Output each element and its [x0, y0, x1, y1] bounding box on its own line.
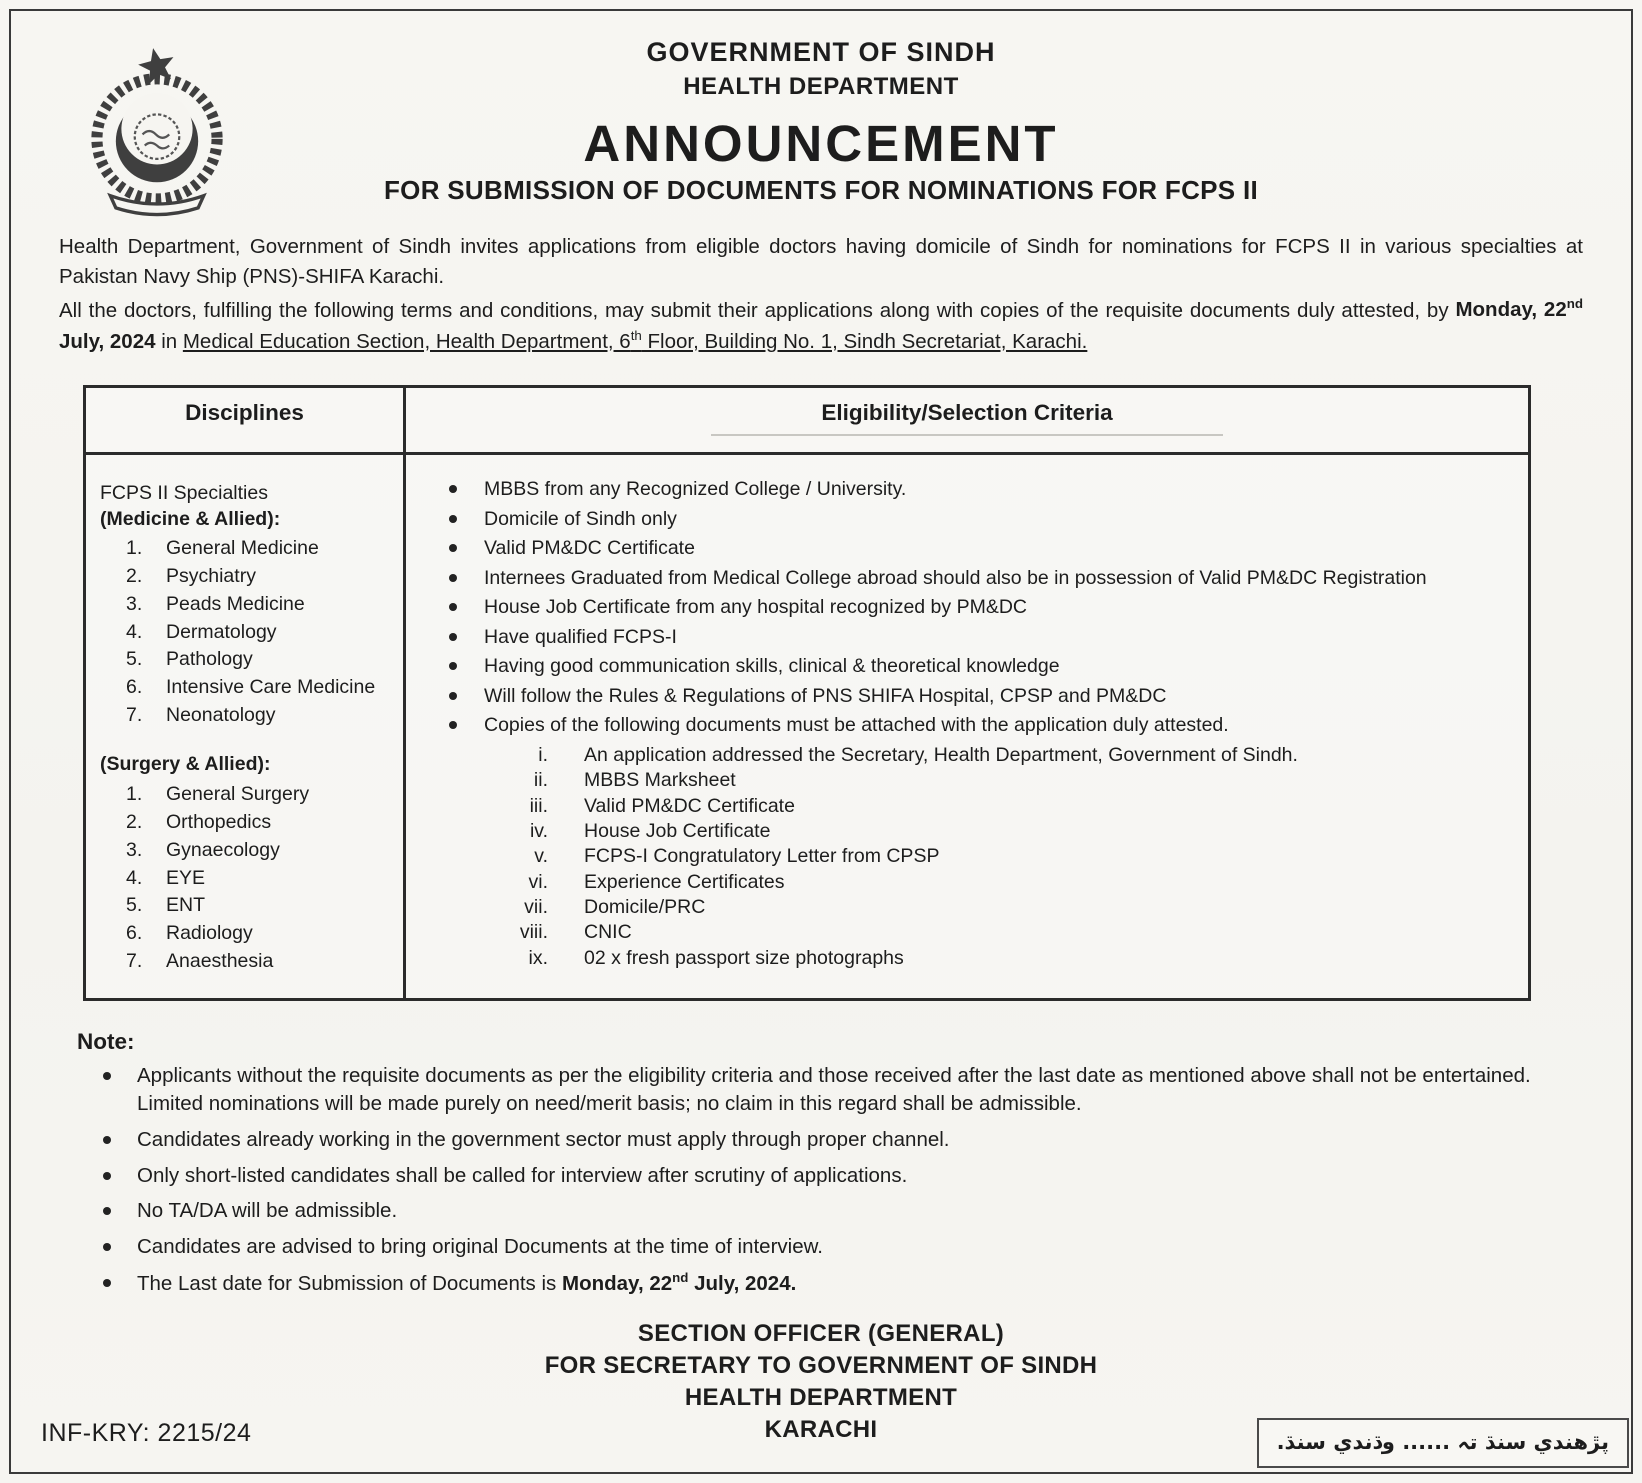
document-item: iii. Valid PM&DC Certificate [529, 794, 795, 817]
discipline-item: 6. Intensive Care Medicine [126, 676, 376, 699]
note-item: Applicants without the requisite documents as per the eligibility criteria and those received after the last date as mentioned above shall not be entertained. Limited nominations will be made purely on need/merit basis; no claim in this regard shall be admissible. [77, 1062, 1587, 1119]
discipline-item: 5. Pathology [126, 648, 253, 671]
note-label: Note: [77, 1028, 135, 1054]
intro-p2-text: All the doctors, fulfilling the following terms and conditions, may submit their applications along with copies of the requisite documents duly attested, by [59, 298, 1456, 322]
table-body-row [86, 455, 1528, 998]
signatory-department: HEALTH DEPARTMENT [684, 1384, 958, 1412]
bullet-icon [449, 603, 457, 611]
discipline-item: 2. Orthopedics [126, 811, 272, 834]
criteria-item: House Job Certificate from any hospital recognized by PM&DC [422, 595, 1502, 620]
discipline-item: 7. Anaesthesia [126, 949, 274, 972]
document-item: ix. 02 x fresh passport size photographs [528, 946, 904, 969]
document-item: viii. CNIC [519, 921, 632, 944]
medicine-allied-heading: (Medicine & Allied): [100, 507, 281, 530]
bullet-icon [103, 1072, 111, 1080]
page-content [11, 11, 1631, 1472]
bullet-icon [449, 633, 457, 641]
note-item: Candidates are advised to bring original Documents at the time of interview. [77, 1233, 1587, 1262]
disciplines-criteria-table [83, 385, 1531, 1001]
discipline-item: 6. Radiology [126, 922, 253, 945]
criteria-item: Having good communication skills, clinical & theoretical knowledge [422, 654, 1502, 679]
intro-paragraph-2 [59, 295, 1583, 357]
sindh-government-crest-logo [73, 41, 241, 219]
signatory-city: KARACHI [764, 1416, 878, 1444]
criteria-item: Will follow the Rules & Regulations of PNS SHIFA Hospital, CPSP and PM&DC [422, 684, 1502, 709]
bullet-icon [449, 692, 457, 700]
bullet-icon [449, 662, 457, 670]
bullet-icon [103, 1243, 111, 1251]
bullet-icon [103, 1279, 111, 1287]
bullet-icon [449, 515, 457, 523]
note-item-last-date: The Last date for Submission of Documents is Monday, 22nd July, 2024. [77, 1269, 1587, 1299]
discipline-item: 1. General Medicine [126, 537, 319, 560]
document-header [51, 37, 1591, 206]
criteria-item: Have qualified FCPS-I [422, 625, 1502, 650]
intro-section [59, 232, 1583, 357]
last-date-value: Monday, 22nd July, 2024. [562, 1269, 797, 1295]
discipline-item: 4. Dermatology [126, 620, 277, 643]
document-item: vi. Experience Certificates [528, 870, 785, 893]
surgery-allied-heading: (Surgery & Allied): [100, 752, 271, 775]
document-item: i. An application addressed the Secretary, Health Department, Government of Sindh. [538, 744, 1298, 767]
discipline-item: 3. Peads Medicine [126, 592, 305, 615]
note-item: No TA/DA will be admissible. [77, 1197, 1587, 1226]
document-item: ii. MBBS Marksheet [533, 769, 736, 792]
department-title: HEALTH DEPARTMENT [683, 73, 959, 100]
intro-paragraph-1-text: Health Department, Government of Sindh invites applications from eligible doctors having domicile of Sindh for nominations for FCPS II in various specialties at Pakistan Navy Ship (PNS)-SHIFA Karachi. [59, 235, 1583, 289]
table-header-row [86, 388, 1528, 455]
disciplines-cell [86, 455, 406, 998]
government-title: GOVERNMENT OF SINDH [646, 37, 996, 67]
discipline-item: 5. ENT [126, 894, 205, 917]
signatory-for: FOR SECRETARY TO GOVERNMENT OF SINDH [544, 1352, 1098, 1380]
criteria-item: MBBS from any Recognized College / University. [422, 477, 1502, 502]
submission-deadline-date: Monday, 22nd July, 2024 [59, 296, 1584, 353]
advertisement-reference-number: INF-KRY: 2215/24 [41, 1419, 252, 1447]
urdu-slogan-box: پڙهندي سنڌ تہ ...... وڌندي سنڌ. [1257, 1418, 1629, 1468]
disciplines-title: FCPS II Specialties [100, 481, 268, 504]
document-item: v. FCPS-I Congratulatory Letter from CPSP [534, 845, 940, 868]
disciplines-column-header: Disciplines [86, 388, 406, 452]
discipline-item: 7. Neonatology [126, 703, 276, 726]
announcement-subtitle: FOR SUBMISSION OF DOCUMENTS FOR NOMINATIONS FOR FCPS II [383, 175, 1259, 205]
bullet-icon [103, 1207, 111, 1215]
intro-paragraph-1 [59, 232, 1583, 293]
bullet-icon [103, 1172, 111, 1180]
criteria-item: Valid PM&DC Certificate [422, 536, 1502, 561]
criteria-item: Copies of the following documents must be attached with the application duly attested. [422, 713, 1502, 738]
submission-address: Medical Education Section, Health Department, 6th Floor, Building No. 1, Sindh Secretariat, Karachi. [182, 327, 1088, 353]
announcement-title: ANNOUNCEMENT [583, 115, 1059, 172]
bullet-icon [449, 721, 457, 729]
criteria-item: Domicile of Sindh only [422, 507, 1502, 532]
discipline-item: 2. Psychiatry [126, 565, 256, 588]
document-item: vii. Domicile/PRC [524, 896, 706, 919]
note-section [77, 1029, 1587, 1299]
criteria-cell [406, 455, 1528, 998]
intro-p2-connector: in [155, 329, 183, 353]
criteria-item: Internees Graduated from Medical College abroad should also be in possession of Valid PM&DC Registration [422, 566, 1502, 591]
discipline-item: 3. Gynaecology [126, 838, 280, 861]
bullet-icon [103, 1136, 111, 1144]
bullet-icon [449, 544, 457, 552]
note-item: Candidates already working in the government sector must apply through proper channel. [77, 1126, 1587, 1155]
criteria-column-header: Eligibility/Selection Criteria [406, 388, 1528, 452]
bullet-icon [449, 485, 457, 493]
document-item: iv. House Job Certificate [529, 820, 771, 843]
discipline-item: 4. EYE [126, 866, 206, 889]
signatory-title: SECTION OFFICER (GENERAL) [637, 1320, 1005, 1348]
bullet-icon [449, 574, 457, 582]
discipline-item: 1. General Surgery [126, 783, 310, 806]
note-item: Only short-listed candidates shall be called for interview after scrutiny of applications. [77, 1162, 1587, 1191]
